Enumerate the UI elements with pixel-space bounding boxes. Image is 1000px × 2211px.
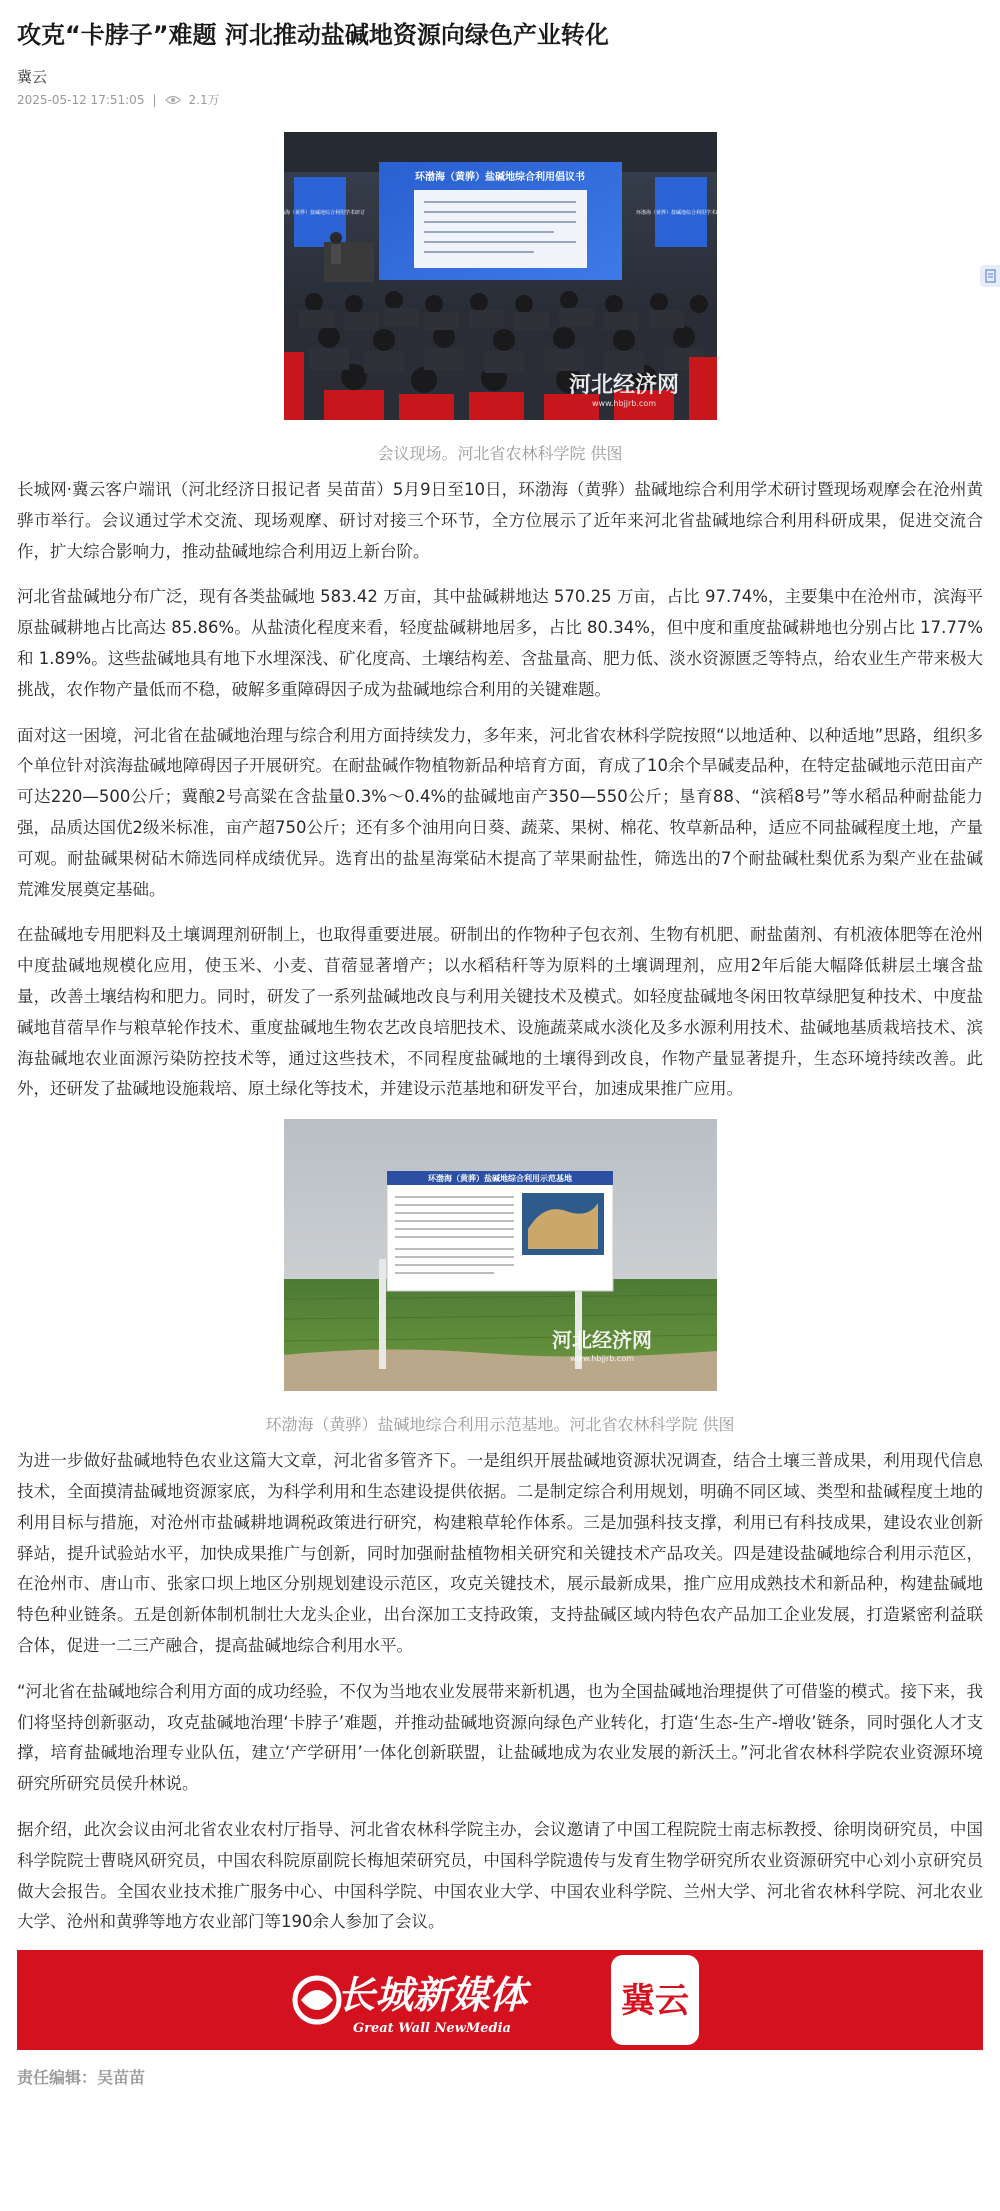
article-meta (17, 90, 983, 110)
watermark-logo: 河北经济网 (568, 372, 679, 398)
conference-photo (274, 132, 726, 420)
banner-logo-subtext: Great Wall NewMedia (353, 2021, 511, 2037)
meta-separator: | (152, 93, 157, 107)
watermark-url-2: www.hbjjrb.com (569, 1354, 634, 1364)
conference-illustration (274, 132, 726, 420)
editor-name: 吴苗苗 (97, 2068, 146, 2088)
paragraph-7: 据介绍，此次会议由河北省农业农村厅指导、河北省农林科学院主办，会议邀请了中国工程院院士南志标教授、徐明岗研究员，中国科学院院士曹晓风研究员，中国农科院原副院长梅旭荣研究员，中国科学院遗传与发育生物学研究所农业资源研究中心刘小京研究员做大会报告。全国农业技术推广服务中心、中国科学院、中国农业大学、中国农业科学院、兰州大学、河北省农林科学院、河北农业大学、沧州和黄骅等地方农业部门等190余人参加了会议。 (17, 1819, 983, 1932)
article-source: 冀云 (17, 68, 48, 86)
paragraph-2: 河北省盐碱地分布广泛，现有各类盐碱地 583.42 万亩，其中盐碱耕地达 570.25 万亩，占比 97.74%，主要集中在沧州市，滨海平原盐碱耕地占比高达 85.86%。从盐渍化程度来看，轻度盐碱耕地居多，占比 80.34%，但中度和重度盐碱耕地也分别占比 17.77% 和 1.89%。这些盐碱地具有地下水埋深浅、矿化度高、土壤结构差、含盐量高、肥力低、淡水资源匮乏等特点，给农业生产带来极大挑战，农作物产量低而不稳，破解多重障碍因子成为盐碱地综合利用的关键难题。 (17, 587, 983, 699)
paragraph-4: 在盐碱地专用肥料及土壤调理剂研制上，也取得重要进展。研制出的作物种子包衣剂、生物有机肥、耐盐菌剂、有机液体肥等在沧州中度盐碱地规模化应用，使玉米、小麦、苜蓿显著增产；以水稻秸秆等为原料的土壤调理剂，应用2年后能大幅降低耕层土壤含盐量，改善土壤结构和肥力。同时，研发了一系列盐碱地改良与利用关键技术及模式。如轻度盐碱地冬闲田牧草绿肥复种技术、中度盐碱地苜蓿旱作与粮草轮作技术、重度盐碱地生物农艺改良培肥技术、设施蔬菜咸水淡化及多水源利用技术、盐碱地基质栽培技术、滨海盐碱地农业面源污染防控技术等，通过这些技术，不同程度盐碱地的土壤得到改良，作物产量显著提升，生态环境持续改善。此外，还研发了盐碱地设施栽培、原土绿化等技术，并建设示范基地和研发平台，加速成果推广应用。 (17, 925, 983, 1099)
banner-artwork (17, 1950, 983, 2050)
article-page (17, 0, 983, 2090)
view-count: 2.1万 (188, 93, 220, 107)
figure-caption-1: 会议现场。河北省农林科学院 供图 (377, 444, 623, 463)
demo-base-photo (284, 1119, 717, 1391)
paragraph-1: 长城网·冀云客户端讯（河北经济日报记者 吴苗苗）5月9日至10日，环渤海（黄骅）盐碱地综合利用学术研讨暨现场观摩会在沧州黄骅市举行。会议通过学术交流、现场观摩、研讨对接三个环节，全方位展示了近年来河北省盐碱地综合利用科研成果，促进交流合作，扩大综合影响力，推动盐碱地综合利用迈上新台阶。 (17, 480, 983, 561)
demo-base-illustration (284, 1119, 717, 1391)
publish-datetime: 2025-05-12 17:51:05 (17, 93, 145, 107)
figure-demo-base (17, 1119, 983, 1438)
paragraph-3: 面对这一困境，河北省在盐碱地治理与综合利用方面持续发力，多年来，河北省农林科学院按照“以地适种、以种适地”思路，组织多个单位针对滨海盐碱地障碍因子开展研究。在耐盐碱作物植物新品种培育方面，育成了10余个旱碱麦品种，在特定盐碱地示范田亩产可达220—500公斤；冀酿2号高粱在含盐量0.3%～0.4%的盐碱地亩产350—550公斤；垦育88、“滨稻8号”等水稻品种耐盐能力强，品质达国优2级米标准，亩产超750公斤；还有多个油用向日葵、蔬菜、果树、棉花、牧草新品种，适应不同盐碱程度土地，产量可观。耐盐碱果树砧木筛选同样成绩优异。选育出的盐星海棠砧木提高了苹果耐盐性，筛选出的7个耐盐碱杜梨优系为梨产业在盐碱荒滩发展奠定基础。 (17, 725, 983, 899)
side-screen-right-text: 环渤海（黄骅）盐碱地综合利用学术研讨 (635, 210, 726, 216)
media-banner (17, 1950, 983, 2050)
banner-logo-text: 长城新媒体 (336, 1972, 528, 2018)
eye-icon (165, 95, 181, 105)
figure-caption-2: 环渤海（黄骅）盐碱地综合利用示范基地。河北省农林科学院 供图 (265, 1415, 735, 1435)
note-icon (980, 265, 1000, 287)
side-screen-left-text: 环渤海（黄骅）盐碱地综合利用学术研讨 (274, 210, 365, 216)
figure-conference (17, 132, 983, 467)
watermark-logo-2: 河北经济网 (551, 1328, 652, 1353)
sign-title: 环渤海（黄骅）盐碱地综合利用示范基地 (427, 1174, 572, 1184)
jiyun-badge-text: 冀云 (621, 1981, 689, 2022)
paragraph-5: 为进一步做好盐碱地特色农业这篇大文章，河北省多管齐下。一是组织开展盐碱地资源状况调查，结合土壤三普成果，利用现代信息技术，全面摸清盐碱地资源家底，为科学利用和生态建设提供依据。二是制定综合利用规划，明确不同区域、类型和盐碱程度土地的利用目标与措施，对沧州市盐碱耕地调税政策进行研究，构建粮草轮作体系。三是加强科技支撑，利用已有科技成果，建设农业创新驿站，提升试验站水平，加快成果推广与创新，同时加强耐盐植物相关研究和关键技术产品攻关。四是建设盐碱地综合利用示范区，在沧州市、唐山市、张家口坝上地区分别规划建设示范区，攻克关键技术，展示最新成果，推广应用成熟技术和新品种，构建盐碱地特色种业链条。五是创新体制机制壮大龙头企业，出台深加工支持政策，支持盐碱区域内特色农产品加工企业发展，打造紧密利益联合体，促进一二三产融合，提高盐碱地综合利用水平。 (17, 1451, 983, 1655)
side-float-button[interactable] (980, 265, 1000, 287)
watermark-url: www.hbjjrb.com (591, 399, 656, 408)
responsible-editor (17, 2066, 983, 2090)
slide-title: 环渤海（黄骅）盐碱地综合利用倡议书 (414, 172, 585, 183)
paragraph-6: “河北省在盐碱地综合利用方面的成功经验，不仅为当地农业发展带来新机遇，也为全国盐碱地治理提供了可借鉴的模式。接下来，我们将坚持创新驱动，攻克盐碱地治理‘卡脖子’难题，并推动盐碱地资源向绿色产业转化，打造‘生态-生产-增收’链条，同时强化人才支撑，培育盐碱地治理专业队伍，建立‘产学研用’一体化创新联盟，让盐碱地成为农业发展的新沃土。”河北省农林科学院农业资源环境研究所研究员侯升林说。 (17, 1681, 983, 1794)
article-title: 攻克“卡脖子”难题 河北推动盐碱地资源向绿色产业转化 (17, 21, 609, 49)
editor-label: 责任编辑： (17, 2068, 98, 2088)
